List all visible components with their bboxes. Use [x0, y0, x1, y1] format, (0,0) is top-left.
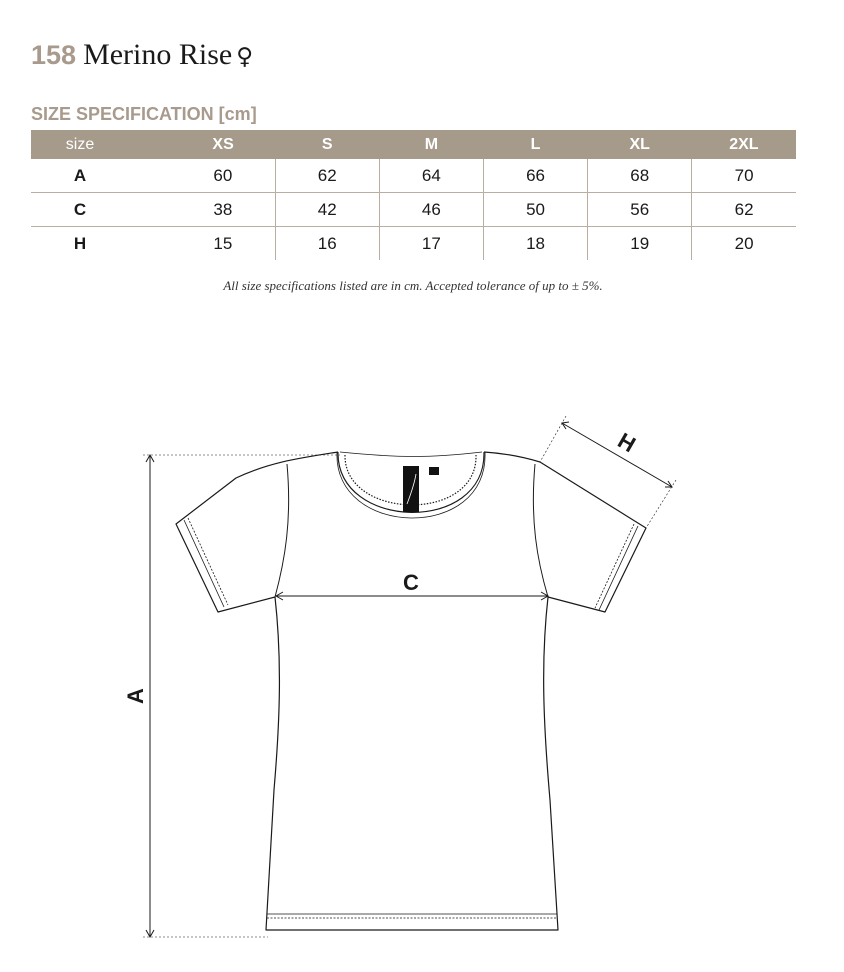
female-symbol-icon: ♀: [236, 44, 254, 70]
size-spec-heading: SIZE SPECIFICATION [cm]: [31, 104, 257, 124]
table-cell: 42: [275, 193, 379, 227]
row-label: A: [73, 165, 87, 185]
table-cell: 46: [379, 193, 483, 227]
table-cell: 62: [692, 193, 796, 227]
shirt-outline: [176, 452, 646, 930]
column-header: M: [424, 135, 439, 153]
column-header: L: [530, 135, 541, 153]
row-label: C: [73, 199, 87, 219]
product-name: Merino Rise: [83, 38, 233, 71]
label-h: H: [613, 427, 640, 458]
table-cell: 38: [213, 199, 233, 219]
table-cell: 50: [483, 193, 587, 227]
table-cell: 70: [692, 159, 796, 193]
column-header: 2XL: [729, 135, 759, 153]
product-number: 158: [31, 40, 77, 70]
neck-label: [403, 466, 439, 512]
table-cell: 16: [275, 227, 379, 261]
label-a: A: [123, 688, 148, 704]
column-header: S: [321, 135, 333, 153]
column-header: XS: [212, 135, 234, 153]
dimension-h: [540, 416, 676, 528]
table-cell: 56: [588, 193, 692, 227]
table-cell: 60: [213, 165, 233, 185]
column-header: size: [65, 135, 95, 153]
row-label: H: [73, 233, 87, 253]
tolerance-note: All size specifications listed are in cm. Accepted tolerance of up to ± 5%.: [223, 278, 603, 293]
table-cell: 18: [483, 227, 587, 261]
dimension-a: [143, 455, 340, 937]
table-cell: 17: [379, 227, 483, 261]
table-cell: 66: [483, 159, 587, 193]
table-cell: 19: [588, 227, 692, 261]
table-cell: 64: [379, 159, 483, 193]
label-c: C: [403, 570, 419, 595]
table-cell: 68: [588, 159, 692, 193]
column-header: XL: [629, 135, 650, 153]
table-cell: 15: [213, 233, 233, 253]
table-cell: 62: [275, 159, 379, 193]
table-cell: 20: [692, 227, 796, 261]
